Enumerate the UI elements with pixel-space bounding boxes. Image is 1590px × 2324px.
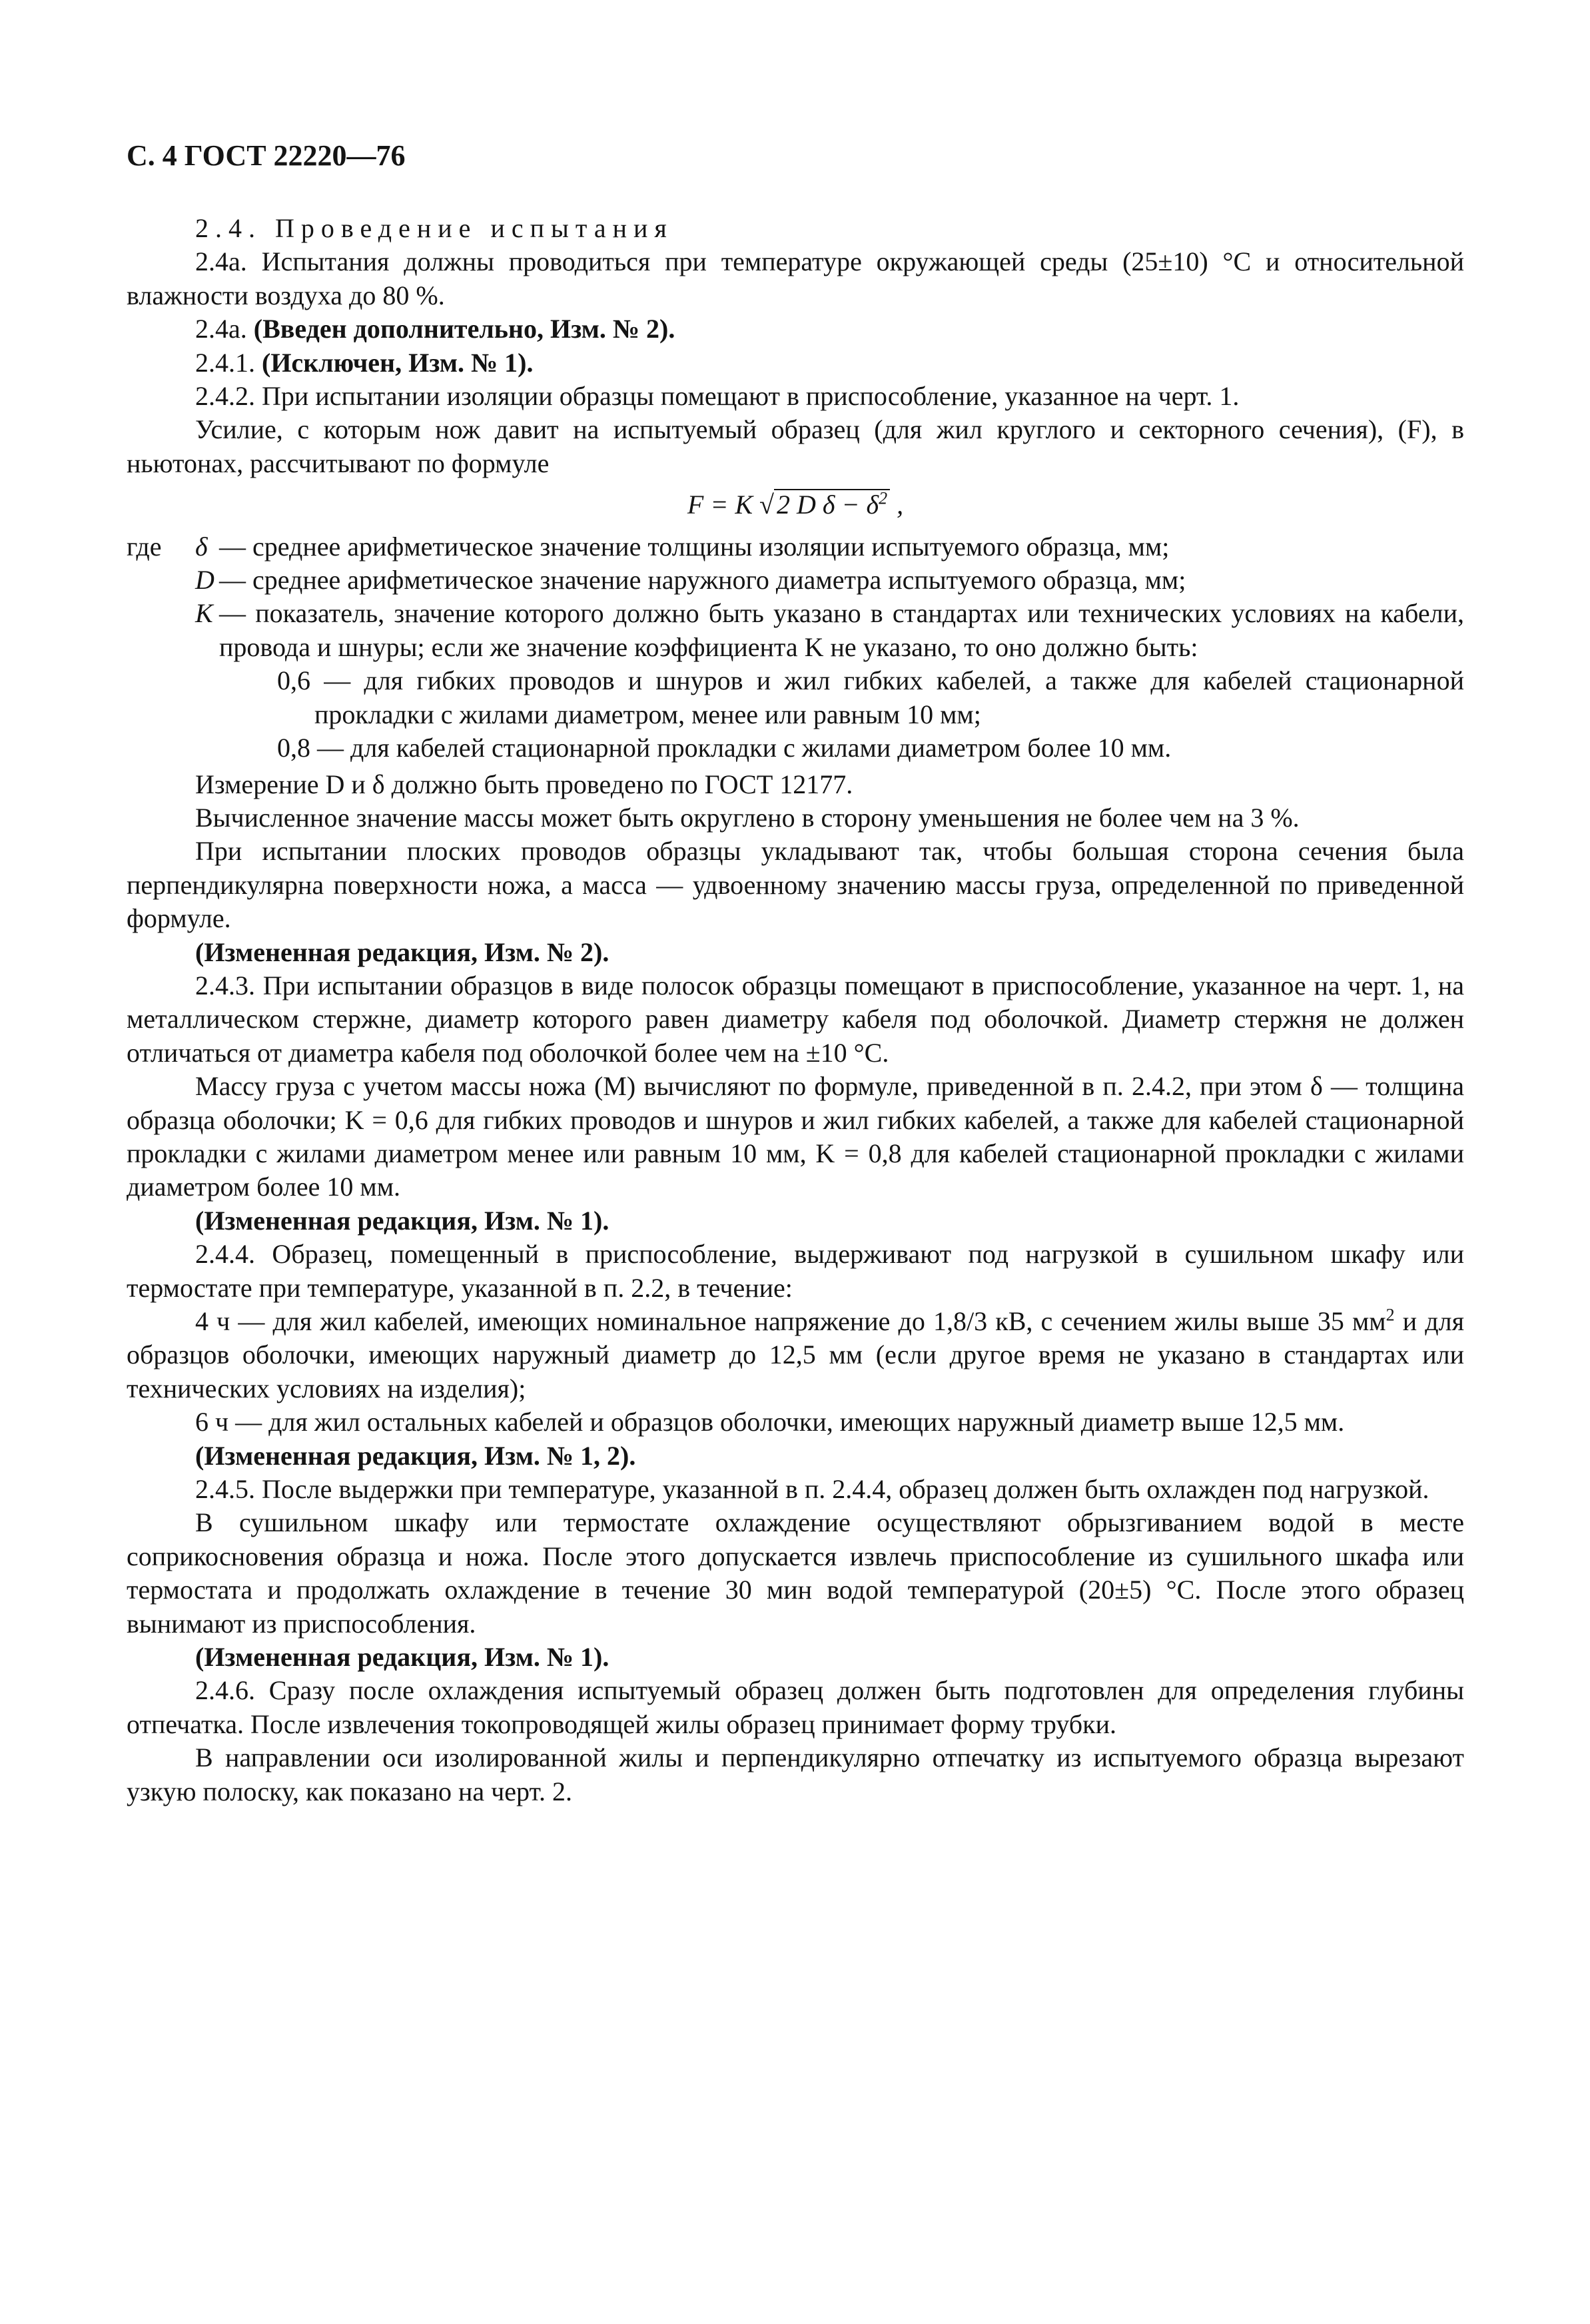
note-change-1-2: (Измененная редакция, Изм. № 1, 2). bbox=[195, 1440, 636, 1471]
formula-tail: , bbox=[897, 490, 904, 520]
k-value-0-8: 0,8 — для кабелей стационарной прокладки с жилами диаметром более 10 мм. bbox=[277, 733, 1172, 763]
paragraph-2-4-6: 2.4.6. Сразу после охлаждения испытуемый образец должен быть подготовлен для определения глубины отпечатка. После извлечения токопроводящей жилы образец принимает форму трубки. bbox=[127, 1675, 1464, 1739]
k-value-0-6: 0,6 — для гибких проводов и шнуров и жил гибких кабелей, а также для кабелей стационарной прокладки с жилами диаметром, менее или равным 10 мм; bbox=[277, 665, 1464, 729]
formula-lhs: F = K bbox=[687, 490, 753, 520]
definition-delta: где δ — среднее арифметическое значение толщины изоляции испытуемого образца, мм; bbox=[127, 531, 1170, 562]
paragraph-6h: 6 ч — для жил остальных кабелей и образцов оболочки, имеющих наружный диаметр выше 12,5 мм. bbox=[195, 1407, 1345, 1437]
note-change-1-b: (Измененная редакция, Изм. № 1). bbox=[195, 1642, 609, 1673]
paragraph-strip: В направлении оси изолированной жилы и перпендикулярно отпечатку из испытуемого образца вырезают узкую полоску, как показано на черт. 2. bbox=[127, 1743, 1464, 1806]
paragraph-mass: Массу груза с учетом массы ножа (M) вычисляют по формуле, приведенной в п. 2.4.2, при этом δ — толщина образца оболочки; K = 0,6 для гибких проводов и шнуров и жил гибких кабелей, а также для кабелей стационарной прокладки с жилами диаметром менее или равным 10 мм, K = 0,8 для кабелей стационарной прокладки с жилами диаметром более 10 мм. bbox=[127, 1071, 1464, 1202]
note-2-4a: 2.4а. (Введен дополнительно, Изм. № 2). bbox=[195, 314, 675, 344]
sqrt-sign: √ bbox=[759, 490, 774, 520]
definition-k: K — показатель, значение которого должно быть указано в стандартах или технических условиях на кабели, провода и шнуры; если же значение коэффициента K не указано, то оно должно быть: bbox=[195, 598, 1464, 662]
paragraph-flat: При испытании плоских проводов образцы укладывают так, чтобы большая сторона сечения была перпендикулярна поверхности ножа, а масса — удвоенному значению массы груза, определенной по приведенной формуле. bbox=[127, 836, 1464, 934]
paragraph-measure: Измерение D и δ должно быть проведено по ГОСТ 12177. bbox=[195, 769, 853, 799]
document-body bbox=[127, 212, 1464, 1808]
paragraph-round: Вычисленное значение массы может быть округлено в сторону уменьшения не более чем на 3 %. bbox=[195, 802, 1300, 833]
note-change-2: (Измененная редакция, Изм. № 2). bbox=[195, 937, 609, 967]
note-change-1-a: (Измененная редакция, Изм. № 1). bbox=[195, 1205, 609, 1236]
definition-d: D — среднее арифметическое значение наружного диаметра испытуемого образца, мм; bbox=[195, 565, 1186, 595]
paragraph-cool: В сушильном шкафу или термостате охлаждение осуществляют обрызгиванием водой в месте соприкосновения образца и ножа. После этого допускается извлечь приспособление из сушильного шкафа или термостата и продолжать охлаждение в течение 30 мин водой температурой (20±5) °С. После этого образец вынимают из приспособления. bbox=[127, 1507, 1464, 1639]
paragraph-2-4-4: 2.4.4. Образец, помещенный в приспособление, выдерживают под нагрузкой в сушильном шкафу или термостате при температуре, указанной в п. 2.2, в течение: bbox=[127, 1239, 1464, 1303]
force-formula bbox=[127, 488, 1464, 522]
variable-definitions bbox=[127, 530, 1464, 765]
paragraph-2-4a: 2.4а. Испытания должны проводиться при температуре окружающей среды (25±10) °С и относительной влажности воздуха до 80 %. bbox=[127, 246, 1464, 310]
paragraph-force: Усилие, с которым нож давит на испытуемый образец (для жил круглого и секторного сечения), (F), в ньютонах, рассчитывают по формуле bbox=[127, 414, 1464, 478]
paragraph-4h: 4 ч — для жил кабелей, имеющих номинальное напряжение до 1,8/3 кВ, с сечением жилы выше 35 $мм^2$ и для образцов оболочки, имеющих наружный диаметр до 12,5 мм (если другое время не указано в стандартах или технических условиях на изделия); bbox=[127, 1305, 1464, 1403]
section-title: 2.4. Проведение испытания bbox=[195, 213, 673, 243]
paragraph-2-4-5: 2.4.5. После выдержки при температуре, указанной в п. 2.4.4, образец должен быть охлажден под нагрузкой. bbox=[195, 1474, 1429, 1505]
formula-radicand: 2 D $\delta - \delta^2$ bbox=[774, 489, 890, 520]
paragraph-2-4-1: 2.4.1. (Исключен, Изм. № 1). bbox=[195, 347, 534, 378]
paragraph-2-4-2: 2.4.2. При испытании изоляции образцы помещают в приспособление, указанное на черт. 1. bbox=[195, 381, 1240, 412]
page-header: С. 4 ГОСТ 22220—76 bbox=[127, 139, 406, 172]
paragraph-2-4-3: 2.4.3. При испытании образцов в виде полосок образцы помещают в приспособление, указанное на черт. 1, на металлическом стержне, диаметр которого равен диаметру кабеля под оболочкой. Диаметр стержня не должен отличаться от диаметра кабеля под оболочкой более чем на ±10 °С. bbox=[127, 970, 1464, 1068]
